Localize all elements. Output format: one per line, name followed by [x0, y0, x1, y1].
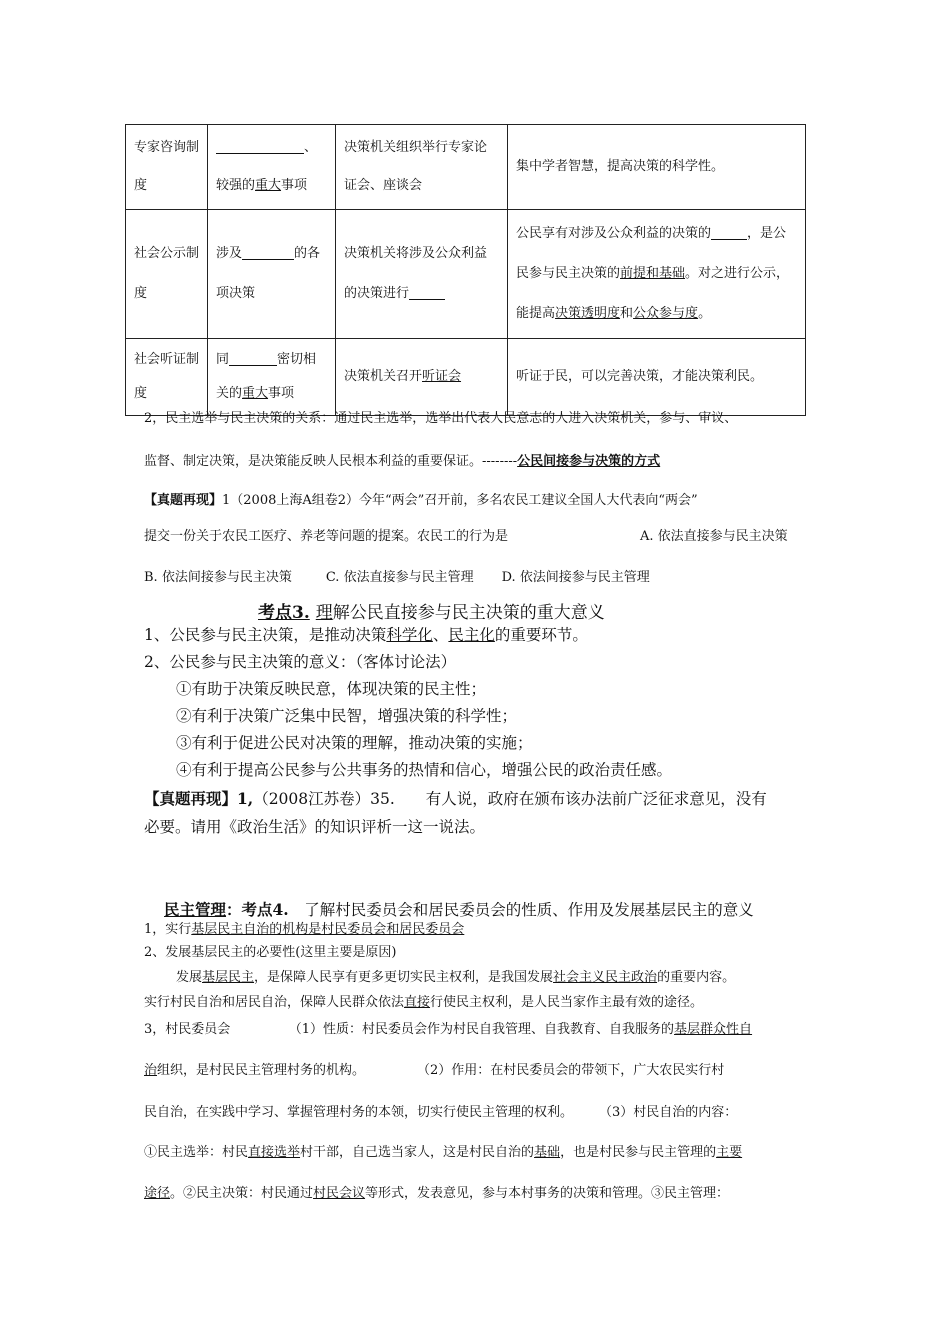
k4-point-1: 1，实行基层民主自治的机构是村民委员会和居民委员会 — [144, 922, 465, 937]
system-scope: 同 密切相关的重大事项 — [208, 339, 336, 416]
k4-point-2: 2、发展基层民主的必要性(这里主要是原因) — [144, 945, 397, 960]
exam-question-1: 【真题再现】1（2008上海A组卷2）今年“两会”召开前，多名农民工建议全国人大代表向“两会” — [144, 493, 698, 508]
fill-blank — [711, 226, 747, 240]
k4-point-3-line4: ①民主选举：村民直接选举村干部，自己选当家人，这是村民自治的基础，也是村民参与民主管理的主要 — [144, 1145, 743, 1160]
k3-point-1: 1、公民参与民主决策，是推动决策科学化、民主化的重要环节。 — [144, 626, 588, 644]
system-scope: 涉及 的各项决策 — [208, 210, 336, 339]
k4-point-3: 3，村民委员会 （1）性质：村民委员会作为村民自我管理、自我教育、自我服务的基层群众性自 — [144, 1022, 753, 1037]
system-scope: 、较强的重大事项 — [208, 125, 336, 210]
system-action: 决策机关组织举行专家论证会、座谈会 — [336, 125, 508, 210]
fill-blank — [216, 140, 304, 154]
system-action: 决策机关召开听证会 — [336, 339, 508, 416]
system-name: 专家咨询制度 — [126, 125, 208, 210]
section-title-k3: 考点3. 理解公民直接参与民主决策的重大意义 — [258, 603, 605, 623]
k3-point-2: 2、公民参与民主决策的意义：（客体讨论法） — [144, 653, 457, 671]
section-title-k4: 民主管理：考点4. 了解村民委员会和居民委员会的性质、作用及发展基层民主的意义 — [164, 900, 754, 919]
k4-point-3-line5: 途径。②民主决策：村民通过村民会议等形式，发表意见，参与本村事务的决策和管理。③民主管理： — [144, 1186, 730, 1201]
options-bcd: B. 依法间接参与民主决策 C. 依法直接参与民主管理 D. 依法间接参与民主管理 — [144, 570, 650, 585]
relation-line-1: 2，民主选举与民主决策的关系：通过民主选举，选举出代表人民意志的人进入决策机关，参与、审议、 — [144, 411, 738, 426]
table-row — [126, 210, 806, 339]
k3-item-1: ①有助于决策反映民意，体现决策的民主性； — [176, 680, 487, 698]
k4-para-1: 发展基层民主，是保障人民享有更多更切实民主权利，是我国发展社会主义民主政治的重要内容。 — [176, 970, 736, 985]
table-row — [126, 125, 806, 210]
system-meaning: 听证于民，可以完善决策，才能决策利民。 — [508, 339, 806, 416]
k4-point-3-line3: 民自治，在实践中学习、掌握管理村务的本领，切实行使民主管理的权利。 （3）村民自治的内容： — [144, 1105, 738, 1120]
system-name: 社会公示制度 — [126, 210, 208, 339]
k4-para-2: 实行村民自治和居民自治，保障人民群众依法直接行使民主权利，是人民当家作主最有效的途径。 — [144, 995, 704, 1010]
k3-item-3: ③有利于促进公民对决策的理解，推动决策的实施； — [176, 734, 533, 752]
system-meaning: 公民享有对涉及公众利益的决策的 ，是公民参与民主决策的前提和基础。对之进行公示，能提高决策透明度和公众参与度。 — [508, 210, 806, 339]
exam-question-2: 【真题再现】1,（2008江苏卷）35. 有人说，政府在颁布该办法前广泛征求意见，没有 — [144, 789, 767, 808]
fill-blank — [229, 352, 277, 366]
k3-item-4: ④有利于提高公民参与公共事务的热情和信心，增强公民的政治责任感。 — [176, 761, 673, 779]
system-meaning: 集中学者智慧，提高决策的科学性。 — [508, 125, 806, 210]
k3-item-2: ②有利于决策广泛集中民智，增强决策的科学性； — [176, 707, 518, 725]
exam-question-2-line2: 必要。请用《政治生活》的知识评析一这一说法。 — [144, 818, 486, 836]
fill-blank — [242, 246, 294, 260]
exam-question-1-line2: 提交一份关于农民工医疗、养老等问题的提案。农民工的行为是 — [144, 529, 509, 544]
option-a: A. 依法直接参与民主决策 — [640, 529, 788, 544]
relation-line-2: 监督、制定决策，是决策能反映人民根本利益的重要保证。--------公民间接参与决策的方式 — [144, 454, 661, 469]
k4-point-3-line2: 治组织，是村民民主管理村务的机构。 （2）作用：在村民委员会的带领下，广大农民实行村 — [144, 1063, 725, 1078]
system-name: 社会听证制度 — [126, 339, 208, 416]
decision-system-table — [125, 124, 806, 416]
system-action: 决策机关将涉及公众利益的决策进行 — [336, 210, 508, 339]
fill-blank — [409, 286, 445, 300]
table-row — [126, 339, 806, 416]
